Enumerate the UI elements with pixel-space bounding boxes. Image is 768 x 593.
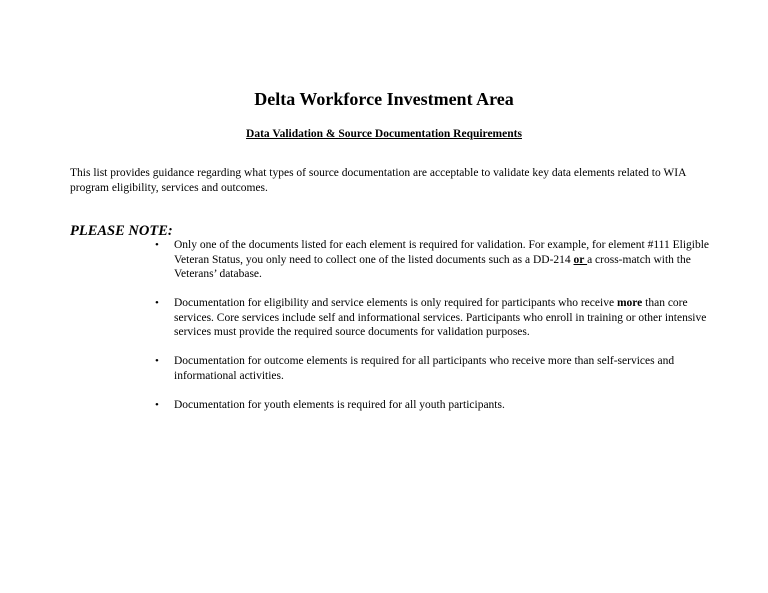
bullet-text: Documentation for eligibility and service elements is only required for participants who receive more than core services. Core services include self and informational services. Participants who enroll in training or other intensive services must provide the required source documents for validation purposes. [174,297,707,338]
bullet-item-eligibility [155,296,710,340]
note-bullet-list [155,238,710,427]
bullet-icon: • [155,355,159,367]
bullet-item-outcome [155,354,710,383]
page-title: Delta Workforce Investment Area [254,89,514,109]
bullet-text: Documentation for youth elements is required for all youth participants. [174,398,505,411]
bullet-icon: • [155,398,159,411]
page-subtitle: Data Validation & Source Documentation Requirements [246,128,522,140]
emphasis-more: more [616,297,643,309]
bullet-item-documents [155,238,710,282]
bullet-item-youth [155,398,710,413]
bullet-text: Only one of the documents listed for each element is required for validation. For example, for element #111 Eligible Veteran Status, you only need to collect one of the listed documents such as a DD-214 or a cross-match with the Veterans’ database. [174,239,710,280]
emphasis-or: or [573,253,588,266]
please-note-heading: PLEASE NOTE: [70,223,173,239]
bullet-icon: • [155,297,159,309]
bullet-text: Documentation for outcome elements is required for all participants who receive more than self-services and informational activities. [174,355,675,382]
bullet-icon: • [155,239,159,251]
intro-paragraph: This list provides guidance regarding what types of source documentation are acceptable to validate key data elements related to WIA program eligibility, services and outcomes. [70,167,686,194]
